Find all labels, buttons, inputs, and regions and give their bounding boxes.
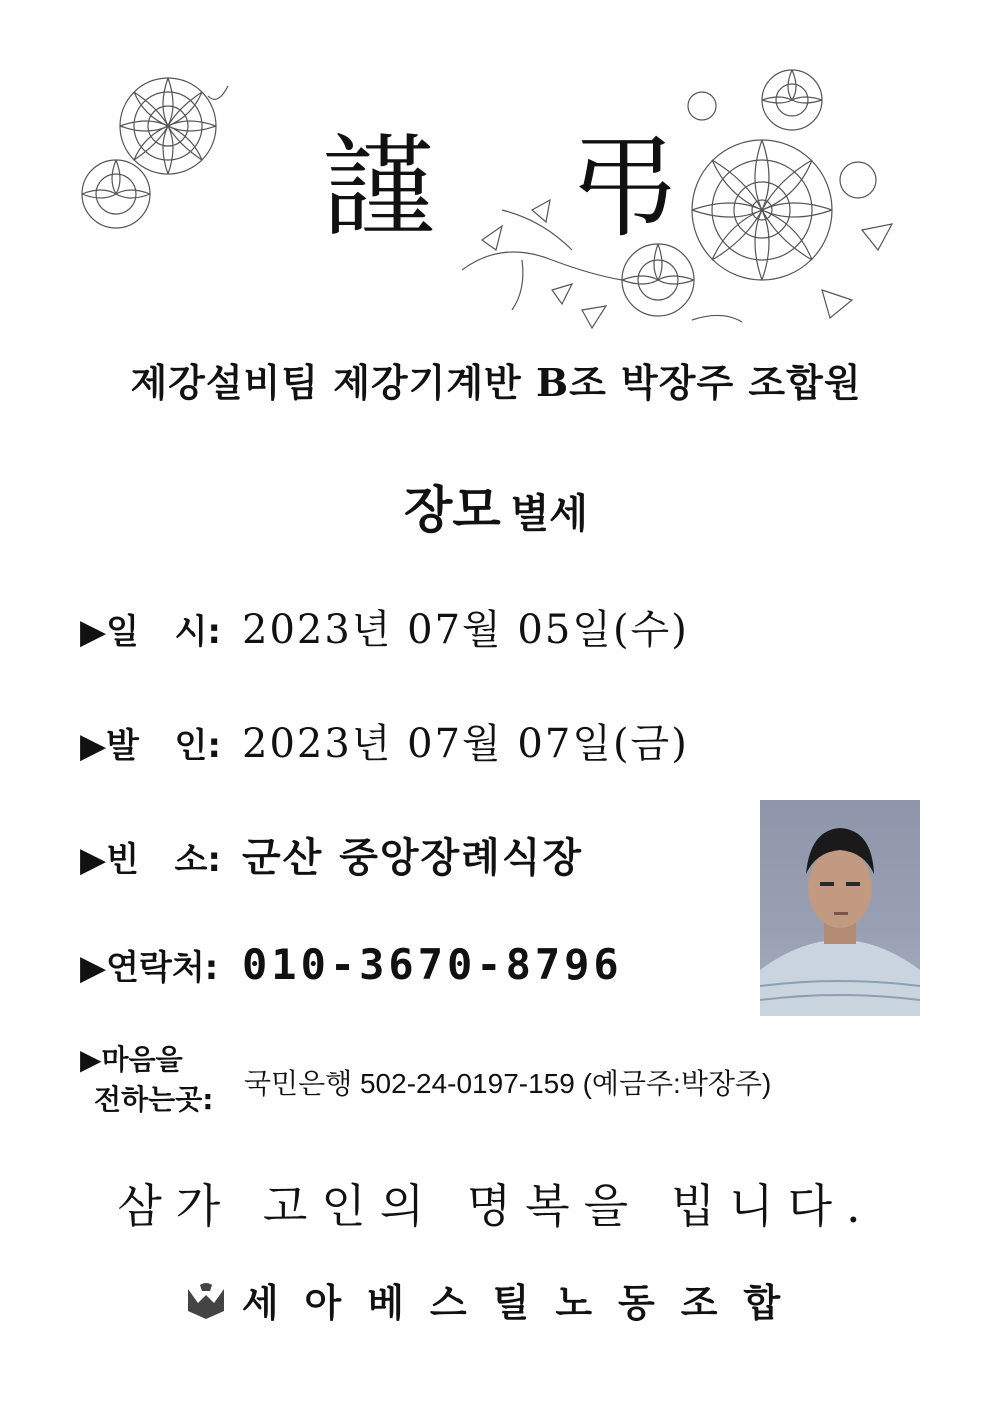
info-value: 2023년 07월 07일(금) — [242, 721, 689, 767]
info-label: ▶연락처: — [80, 948, 219, 988]
chrysanthemum-icon — [462, 60, 912, 340]
info-row-funeral — [80, 712, 689, 769]
member-subtitle: 제강설비팀 제강기계반 B조 박장주 조합원 — [130, 360, 862, 405]
title-char-left: 謹 — [322, 123, 434, 253]
donation-label — [80, 1040, 213, 1120]
info-row-date — [80, 598, 689, 655]
contact-phone[interactable]: 010-3670-8796 — [242, 940, 623, 989]
info-row-place — [80, 826, 583, 883]
info-label: ▶빈 소: — [80, 840, 221, 880]
info-value: 2023년 07월 05일(수) — [242, 607, 689, 653]
info-label: ▶일 시: — [80, 612, 221, 652]
donation-label-line2: 전하는곳: — [94, 1083, 214, 1116]
title-char-right: 弔 — [568, 123, 680, 253]
donation-label-line1: ▶마음을 — [80, 1043, 183, 1076]
union-logo-icon — [186, 1281, 226, 1319]
info-row-contact — [80, 940, 623, 989]
info-label: ▶발 인: — [80, 726, 221, 766]
headline-main: 장모 — [404, 480, 501, 539]
closing-message: 삼가 고인의 명복을 빕니다. — [117, 1179, 875, 1233]
union-name: 세아베스틸노동조합 — [241, 1281, 807, 1325]
union-footer — [0, 1272, 992, 1327]
info-value: 군산 중앙장례식장 — [242, 834, 584, 881]
portrait-photo — [760, 800, 920, 1016]
headline — [0, 470, 992, 542]
chrysanthemum-icon — [68, 66, 248, 236]
headline-suffix: 별세 — [510, 490, 588, 537]
donation-account: 국민은행 502-24-0197-159 (예금주:박장주) — [244, 1068, 772, 1099]
